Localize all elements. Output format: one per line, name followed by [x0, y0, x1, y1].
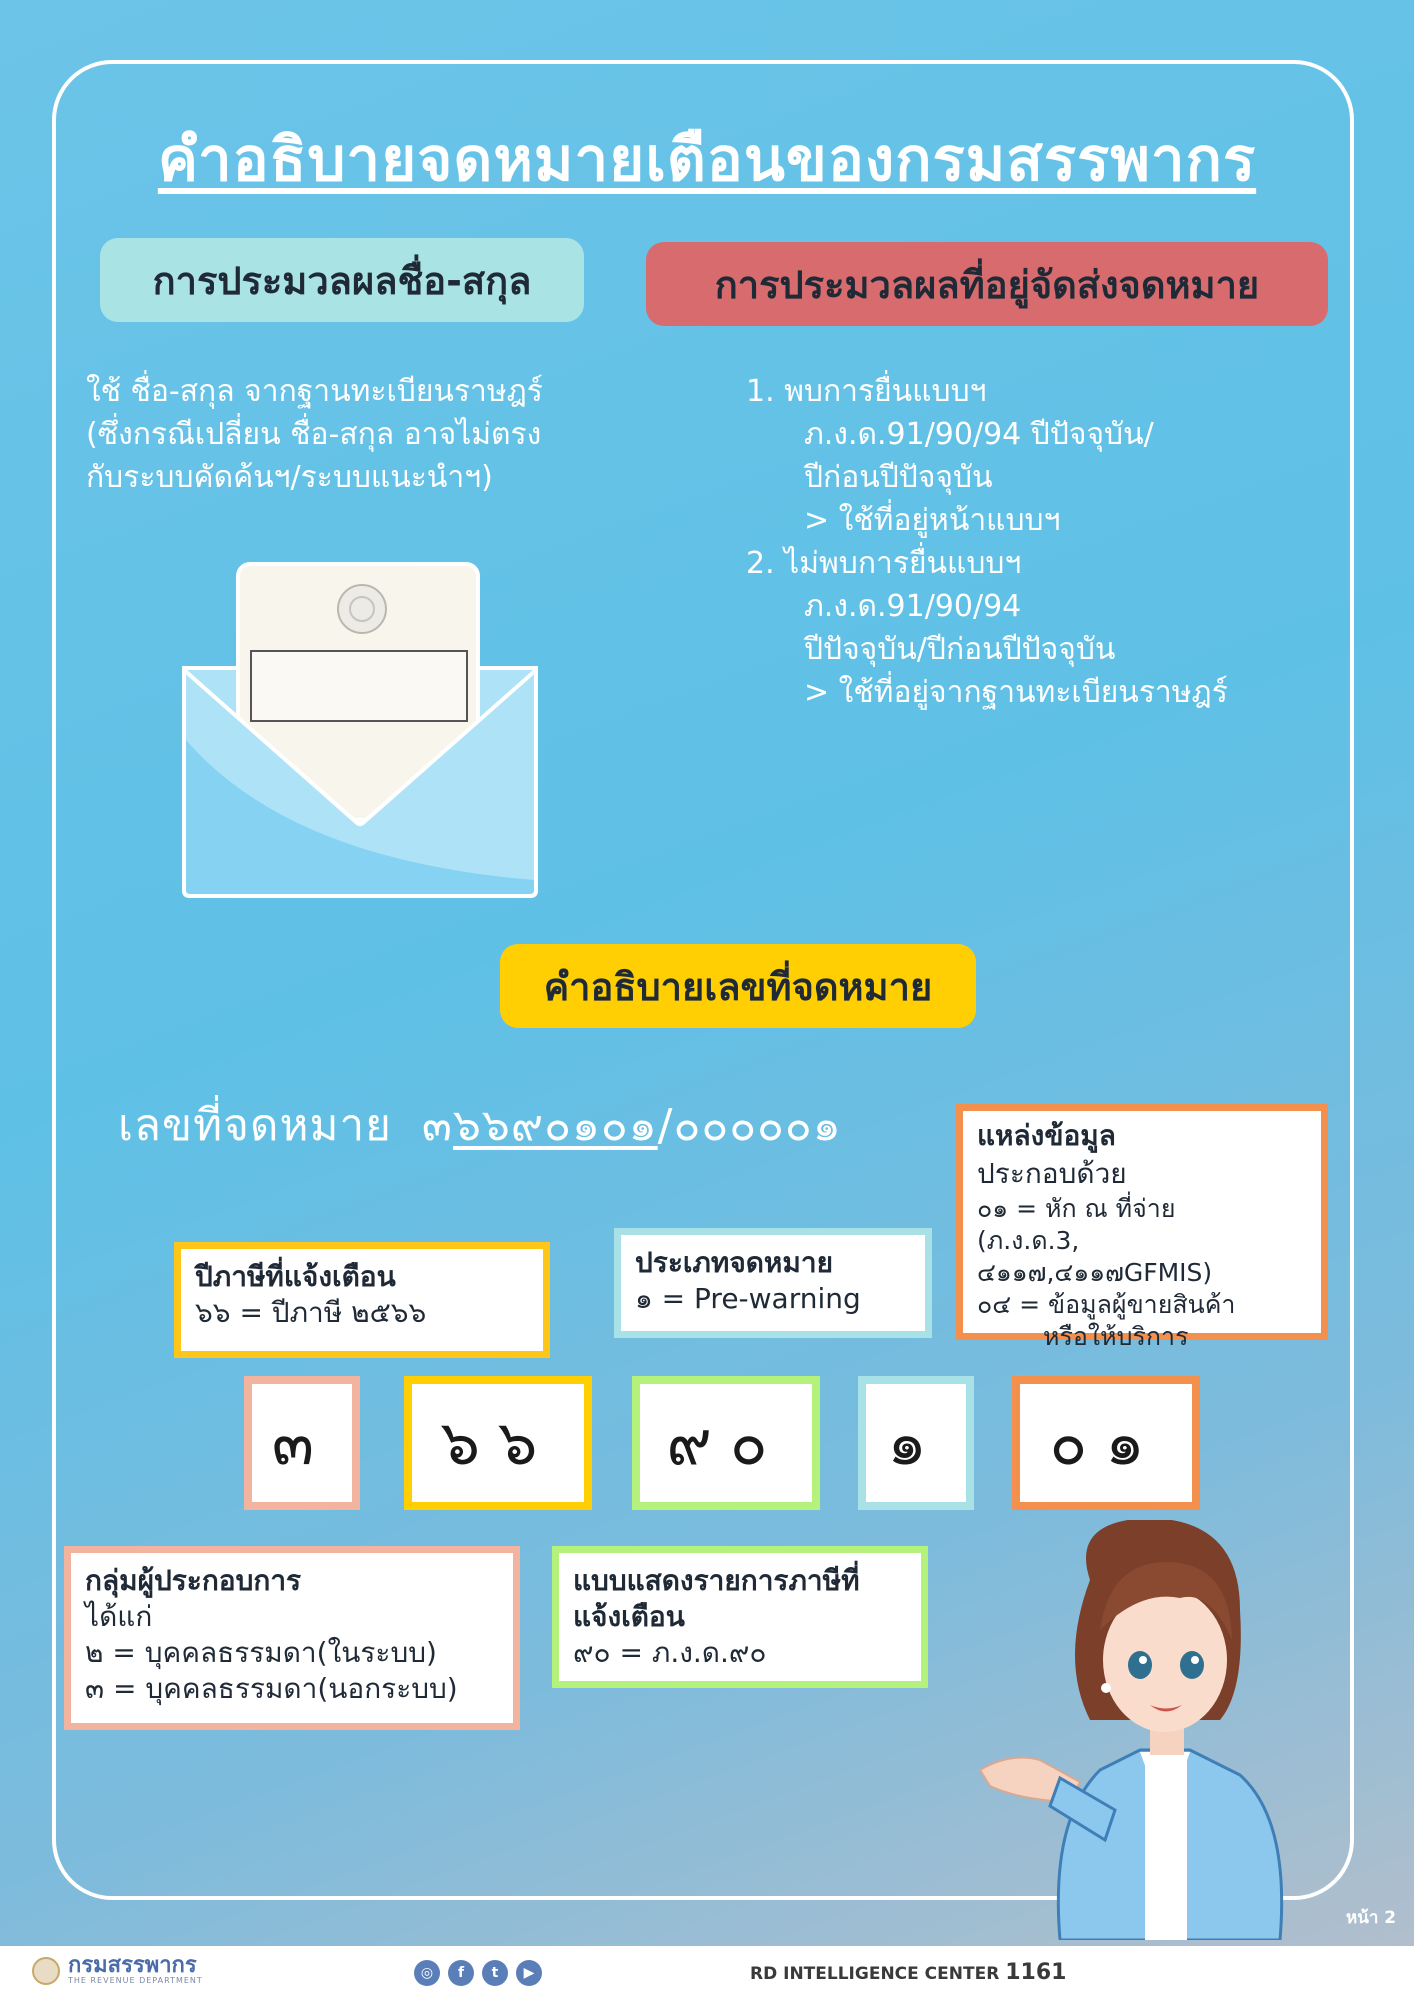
group-title: กลุ่มผู้ประกอบการ — [85, 1564, 302, 1597]
letter-number-example — [118, 1090, 842, 1160]
letter-type-box — [614, 1228, 932, 1338]
page-title: คำอธิบายจดหมายเตือนของกรมสรรพากร — [157, 125, 1257, 195]
digit-form-box: ๙๐ — [632, 1376, 820, 1510]
letter-number-heading: คำอธิบายเลขที่จดหมาย — [500, 944, 976, 1028]
form-title: แบบแสดงรายการภาษีที่ — [573, 1564, 860, 1597]
source-line-4: หรือให้บริการ — [1043, 1322, 1189, 1351]
address-item-1-b: ปีก่อนปีปัจจุบัน — [804, 460, 993, 495]
name-line-1: ใช้ ชื่อ-สกุล จากฐานทะเบียนราษฎร์ — [86, 374, 543, 409]
youtube-icon[interactable]: ▶ — [516, 1960, 542, 1986]
digit-group-box: ๓ — [244, 1376, 360, 1510]
address-item-1-a: ภ.ง.ด.91/90/94 ปีปัจจุบัน/ — [804, 417, 1154, 452]
letter-type-title: ประเภทจดหมาย — [635, 1246, 833, 1279]
name-line-2: (ซึ่งกรณีเปลี่ยน ชื่อ-สกุล อาจไม่ตรง — [86, 417, 542, 452]
source-subtitle: ประกอบด้วย — [977, 1157, 1127, 1190]
name-processing-text — [86, 370, 686, 499]
address-item-2: 2. ไม่พบการยื่นแบบฯ — [746, 546, 1022, 581]
tax-form-box — [552, 1546, 928, 1688]
intelligence-center-label — [750, 1960, 1066, 1985]
letter-number-label: เลขที่จดหมาย — [118, 1100, 392, 1151]
group-subtitle: ได้แก่ — [85, 1600, 153, 1633]
source-line-1: ๐๑ = หัก ณ ที่จ่าย — [977, 1194, 1176, 1223]
envelope-illustration — [180, 560, 540, 900]
address-item-2-a: ภ.ง.ด.91/90/94 — [804, 589, 1022, 624]
footer-bar — [0, 1946, 1414, 2000]
digit-year-box: ๖๖ — [404, 1376, 592, 1510]
center-name: RD INTELLIGENCE CENTER — [750, 1964, 1000, 1984]
letter-number-code: ๖๖๙๐๑๐๑ — [453, 1100, 658, 1151]
source-title: แหล่งข้อมูล — [977, 1119, 1116, 1152]
facebook-icon[interactable]: f — [448, 1960, 474, 1986]
presenter-character-icon — [940, 1520, 1330, 1940]
envelope-front-icon — [180, 560, 540, 900]
presenter-character-illustration — [940, 1520, 1330, 1940]
form-title-2: แจ้งเตือน — [573, 1600, 685, 1633]
address-processing-list — [746, 370, 1346, 714]
tax-year-box — [174, 1242, 550, 1358]
page-number: หน้า 2 — [1346, 1908, 1397, 1928]
address-item-1: 1. พบการยื่นแบบฯ — [746, 374, 987, 409]
social-links — [414, 1960, 542, 1986]
group-line-1: ๒ = บุคคลธรรมดา(ในระบบ) — [85, 1636, 437, 1669]
digit-source-box: ๐๑ — [1012, 1376, 1200, 1510]
source-explanation-box — [956, 1104, 1328, 1351]
form-line: ๙๐ = ภ.ง.ด.๙๐ — [573, 1636, 767, 1669]
name-processing-heading: การประมวลผลชื่อ-สกุล — [100, 238, 584, 322]
name-line-3: กับระบบคัดค้นฯ/ระบบแนะนำฯ) — [86, 460, 493, 495]
website-icon[interactable]: ◎ — [414, 1960, 440, 1986]
address-item-2-c: > ใช้ที่อยู่จากฐานทะเบียนราษฎร์ — [804, 675, 1228, 710]
address-processing-heading: การประมวลผลที่อยู่จัดส่งจดหมาย — [646, 242, 1328, 326]
digit-type-box: ๑ — [858, 1376, 974, 1510]
emblem-icon — [32, 1957, 60, 1985]
group-line-2: ๓ = บุคคลธรรมดา(นอกระบบ) — [85, 1672, 458, 1705]
center-phone: 1161 — [1005, 1960, 1067, 1985]
source-line-3: ๐๔ = ข้อมูลผู้ขายสินค้า — [977, 1290, 1236, 1319]
twitter-icon[interactable]: t — [482, 1960, 508, 1986]
letter-number-suffix: /๐๐๐๐๐๑ — [657, 1100, 842, 1151]
tax-year-line: ๖๖ = ปีภาษี ๒๕๖๖ — [195, 1296, 427, 1329]
tax-year-title: ปีภาษีที่แจ้งเตือน — [195, 1260, 396, 1293]
source-line-2: (ภ.ง.ด.3, ๔๑๑๗,๔๑๑๗GFMIS) — [977, 1226, 1213, 1287]
letter-number-prefix: ๓ — [421, 1100, 453, 1151]
operator-group-box — [64, 1546, 520, 1730]
address-item-2-b: ปีปัจจุบัน/ปีก่อนปีปัจจุบัน — [804, 632, 1116, 667]
org-name-en: THE REVENUE DEPARTMENT — [68, 1976, 203, 1985]
letter-type-line: ๑ = Pre-warning — [635, 1282, 861, 1315]
org-name: กรมสรรพากร — [68, 1953, 197, 1978]
revenue-department-logo — [32, 1953, 203, 1985]
address-item-1-c: > ใช้ที่อยู่หน้าแบบฯ — [804, 503, 1061, 538]
